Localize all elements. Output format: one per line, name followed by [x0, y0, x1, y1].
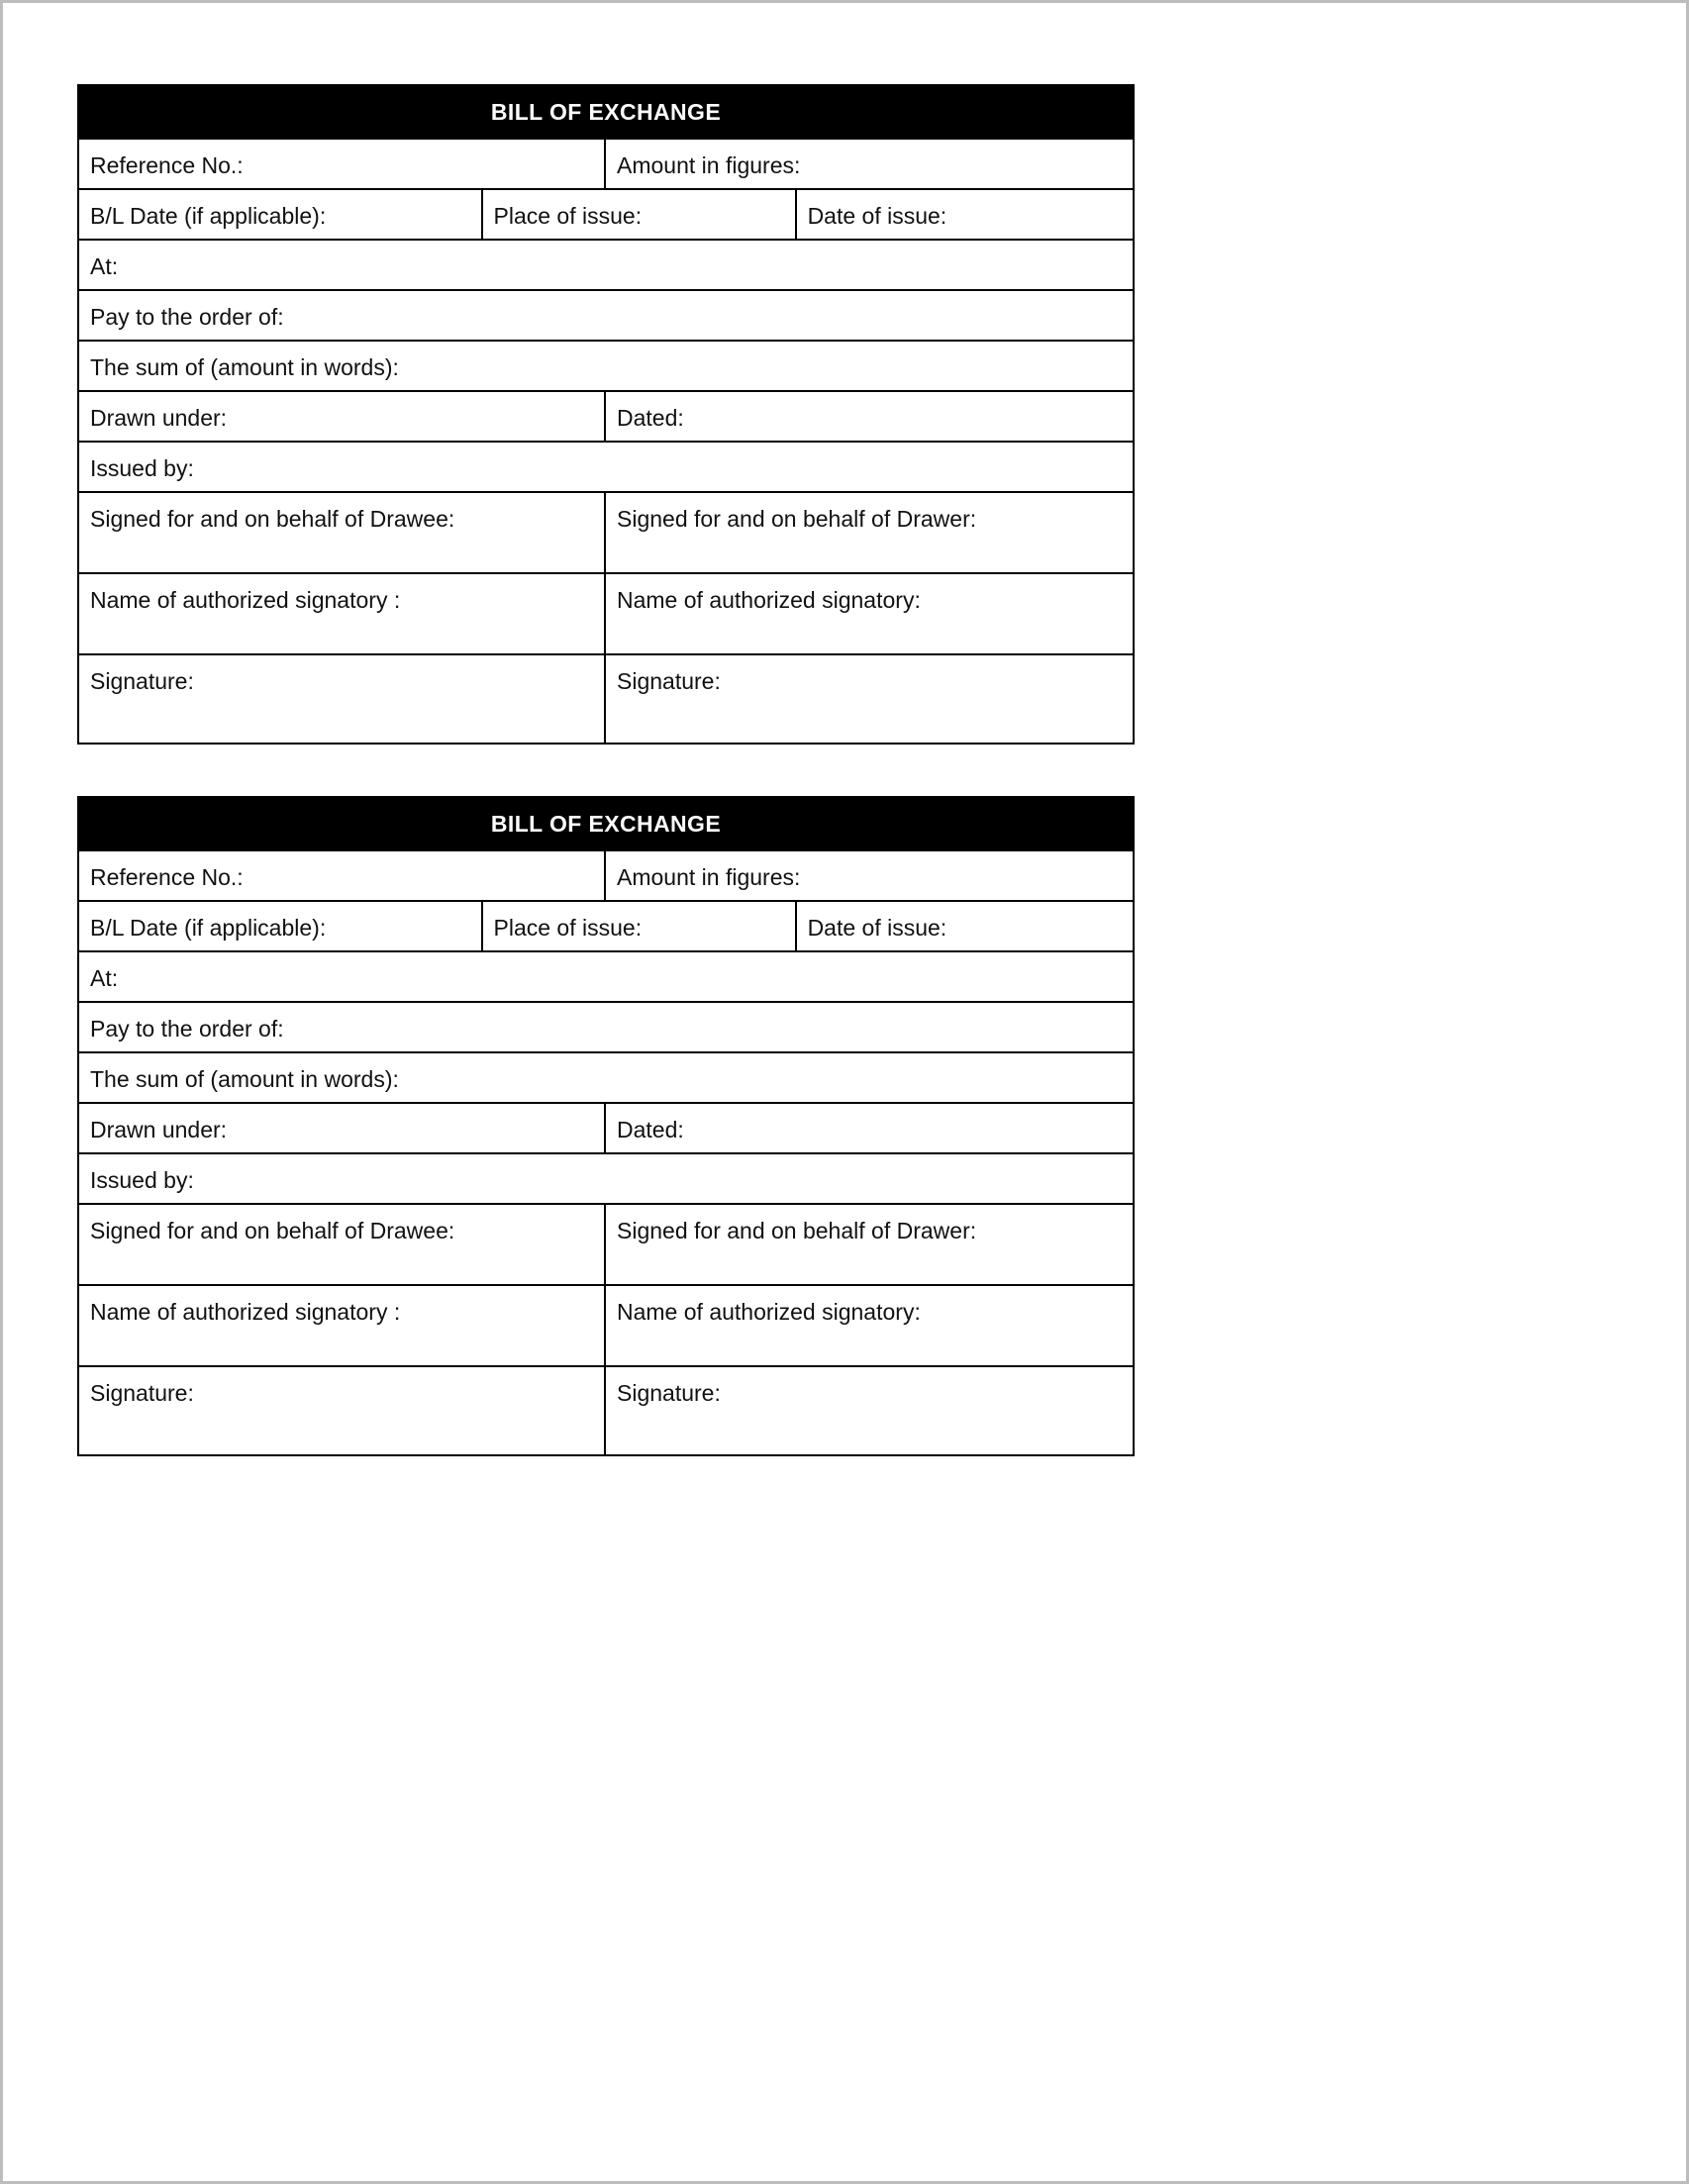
field-signed-for-drawer-copy-2[interactable] [606, 1205, 1133, 1284]
label-signature-left: Signature: [90, 1380, 194, 1406]
label-pay-to-the-order-of: Pay to the order of: [90, 304, 284, 330]
row-reference-amount-copy-1 [79, 140, 1133, 190]
field-name-signatory-left-copy-1[interactable] [79, 574, 606, 653]
field-bl-date-copy-1[interactable] [79, 190, 483, 239]
field-reference-no-copy-2[interactable] [79, 851, 606, 900]
field-bl-date-copy-2[interactable] [79, 902, 483, 950]
field-signature-left-copy-2[interactable] [79, 1367, 606, 1454]
row-bl-date-place-date-copy-2 [79, 902, 1133, 952]
label-at: At: [90, 965, 119, 991]
row-pay-to-order-copy-2 [79, 1003, 1133, 1053]
field-name-signatory-right-copy-1[interactable] [606, 574, 1133, 653]
row-drawn-under-dated-copy-1 [79, 392, 1133, 443]
row-at-copy-2 [79, 952, 1133, 1003]
label-the-sum-of: The sum of (amount in words): [90, 354, 399, 380]
label-amount-in-figures: Amount in figures: [617, 864, 801, 890]
label-bl-date: B/L Date (if applicable): [90, 203, 327, 229]
row-signature-copy-1 [79, 655, 1133, 743]
label-issued-by: Issued by: [90, 455, 194, 481]
row-reference-amount-copy-2 [79, 851, 1133, 902]
field-pay-to-the-order-of-copy-2[interactable] [79, 1003, 1133, 1051]
field-dated-copy-2[interactable] [606, 1104, 1133, 1152]
label-name-signatory-right: Name of authorized signatory: [617, 587, 921, 613]
field-reference-no-copy-1[interactable] [79, 140, 606, 188]
row-pay-to-order-copy-1 [79, 291, 1133, 342]
label-signed-for-drawer: Signed for and on behalf of Drawer: [617, 506, 977, 532]
form-gap [77, 745, 1135, 796]
label-name-signatory-left: Name of authorized signatory : [90, 1299, 401, 1325]
label-signature-right: Signature: [617, 668, 721, 694]
bill-of-exchange-form-copy-2 [77, 796, 1135, 1456]
label-signed-for-drawee: Signed for and on behalf of Drawee: [90, 506, 455, 532]
label-place-of-issue: Place of issue: [493, 915, 643, 941]
label-date-of-issue: Date of issue: [807, 915, 947, 941]
field-at-copy-2[interactable] [79, 952, 1133, 1001]
field-signed-for-drawee-copy-1[interactable] [79, 493, 606, 572]
field-amount-in-figures-copy-1[interactable] [606, 140, 1133, 188]
label-pay-to-the-order-of: Pay to the order of: [90, 1016, 284, 1042]
label-date-of-issue: Date of issue: [807, 203, 947, 229]
field-name-signatory-left-copy-2[interactable] [79, 1286, 606, 1365]
field-amount-in-figures-copy-2[interactable] [606, 851, 1133, 900]
label-reference-no: Reference No.: [90, 864, 244, 890]
label-the-sum-of: The sum of (amount in words): [90, 1066, 399, 1092]
label-name-signatory-right: Name of authorized signatory: [617, 1299, 921, 1325]
label-dated: Dated: [617, 1117, 684, 1142]
row-bl-date-place-date-copy-1 [79, 190, 1133, 241]
field-drawn-under-copy-1[interactable] [79, 392, 606, 441]
row-signed-behalf-copy-2 [79, 1205, 1133, 1286]
label-signature-right: Signature: [617, 1380, 721, 1406]
field-drawn-under-copy-2[interactable] [79, 1104, 606, 1152]
field-name-signatory-right-copy-2[interactable] [606, 1286, 1133, 1365]
row-name-signatory-copy-1 [79, 574, 1133, 655]
bill-of-exchange-form-copy-1 [77, 84, 1135, 745]
row-sum-of-words-copy-1 [79, 342, 1133, 392]
page-content [77, 3, 1135, 1456]
field-place-of-issue-copy-1[interactable] [483, 190, 797, 239]
field-the-sum-of-copy-2[interactable] [79, 1053, 1133, 1102]
field-at-copy-1[interactable] [79, 241, 1133, 289]
field-the-sum-of-copy-1[interactable] [79, 342, 1133, 390]
row-issued-by-copy-1 [79, 443, 1133, 493]
label-signed-for-drawer: Signed for and on behalf of Drawer: [617, 1218, 977, 1243]
label-bl-date: B/L Date (if applicable): [90, 915, 327, 941]
field-date-of-issue-copy-2[interactable] [797, 902, 1133, 950]
form-title-copy-2: BILL OF EXCHANGE [79, 796, 1133, 851]
label-drawn-under: Drawn under: [90, 1117, 228, 1142]
field-signature-left-copy-1[interactable] [79, 655, 606, 743]
label-name-signatory-left: Name of authorized signatory : [90, 587, 401, 613]
field-dated-copy-1[interactable] [606, 392, 1133, 441]
label-issued-by: Issued by: [90, 1167, 194, 1193]
top-margin [77, 3, 1135, 84]
field-signed-for-drawee-copy-2[interactable] [79, 1205, 606, 1284]
label-amount-in-figures: Amount in figures: [617, 152, 801, 178]
label-signed-for-drawee: Signed for and on behalf of Drawee: [90, 1218, 455, 1243]
field-signed-for-drawer-copy-1[interactable] [606, 493, 1133, 572]
field-date-of-issue-copy-1[interactable] [797, 190, 1133, 239]
label-at: At: [90, 253, 119, 279]
field-signature-right-copy-2[interactable] [606, 1367, 1133, 1454]
row-signed-behalf-copy-1 [79, 493, 1133, 574]
label-reference-no: Reference No.: [90, 152, 244, 178]
row-issued-by-copy-2 [79, 1154, 1133, 1205]
form-title-copy-1: BILL OF EXCHANGE [79, 84, 1133, 140]
field-signature-right-copy-1[interactable] [606, 655, 1133, 743]
field-issued-by-copy-2[interactable] [79, 1154, 1133, 1203]
label-drawn-under: Drawn under: [90, 405, 228, 431]
label-place-of-issue: Place of issue: [493, 203, 643, 229]
field-issued-by-copy-1[interactable] [79, 443, 1133, 491]
field-pay-to-the-order-of-copy-1[interactable] [79, 291, 1133, 340]
row-sum-of-words-copy-2 [79, 1053, 1133, 1104]
label-signature-left: Signature: [90, 668, 194, 694]
label-dated: Dated: [617, 405, 684, 431]
row-name-signatory-copy-2 [79, 1286, 1133, 1367]
row-at-copy-1 [79, 241, 1133, 291]
row-drawn-under-dated-copy-2 [79, 1104, 1133, 1154]
row-signature-copy-2 [79, 1367, 1133, 1454]
field-place-of-issue-copy-2[interactable] [483, 902, 797, 950]
